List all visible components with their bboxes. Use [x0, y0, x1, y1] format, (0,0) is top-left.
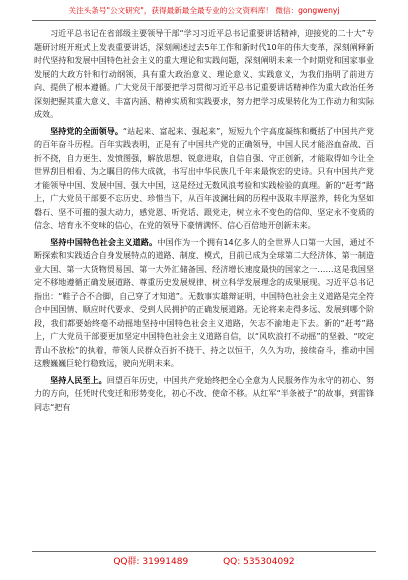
footer-divider [32, 551, 376, 552]
qq-group-label: QQ群: 31991489 [113, 557, 189, 567]
section-heading: 坚持中国特色社会主义道路。 [50, 237, 158, 247]
paragraph-text: “站起来、富起来、强起来”，短短九个字高度凝练和概括了中国共产党的百年奋斗历程。百年实践表明，正是有了中国共产党的正确领导，中国人民才能浴血奋战、百折不挠，自力更生、发愤图强，解放思想、锐意进取，自信自强、守正创新，才能取得如今让全世界刮目相看、为之瞩目的伟大成就，书写出中华民族几千年来最恢宏的史诗。只有中国共产党才能领导中国、发展中国、强大中国，这是经过无数风浪考验和实践检验的真理。新的“赶考”路上，广大党员干部要不忘历史、珍惜当下，从百年波澜壮阔的历程中汲取丰厚滋养，转化为坚如磐石、坚不可摧的强大动力，感党恩、听党话、跟党走，树立永不变色的信仰、坚定永不变质的信念、培育永不变味的信心，在党的领导下豪情满怀、信心百倍地开创新未来。 [34, 126, 374, 230]
page-footer [0, 556, 408, 568]
page-header-banner: 关注头条号"公文研究"，获得最新最全最专业的公文资料库！ 微信：gongwenyj [68, 6, 340, 15]
intro-paragraph: 习近平总书记在省部级主要领导干部“学习习近平总书记重要讲话精神，迎接党的二十大”专题研讨班开班式上发表重要讲话，深刻阐述过去5年工作和新时代10年的伟大变革，深刻阐释新时代坚持和发展中国特色社会主义的重大理论和实践问题，深刻阐明未来一个时期党和国家事业发展的大政方针和行动纲领，具有重大政治意义、理论意义、实践意义，为我们指明了前进方向、提供了根本遵循。广大党员干部要把学习贯彻习近平总书记重要讲话精神作为重大政治任务深刻把握其重大意义、丰富内涵、精神实质和实践要求，努力把学习成果转化为工作动力和实际成效。 [34, 29, 374, 119]
qq-contact-label: QQ: 535304092 [223, 557, 295, 567]
section-heading: 坚持人民至上。 [50, 375, 107, 385]
paragraph-text: 中国作为一个拥有14亿多人的全世界人口第一大国，通过不断探索和实践适合自身发展特点的道路、制度、模式，目前已成为全球第二大经济体、第一制造业大国、第一大货物贸易国、第一大外汇储备国、经济增长速度最快的国家之一……这是我国坚定不移地遵循正确发展道路、尊重历史发展规律、树立科学发展理念的成果展现。习近平总书记指出：“鞋子合不合脚，自己穿了才知道”。无数事实雄辩证明，中国特色社会主义道路是完全符合中国国情、顺应时代要求、受到人民拥护的正确发展道路。无论将来走得多远、发展到哪个阶段，我们都要始终毫不动摇地坚持中国特色社会主义道路，矢志不渝地走下去。新的“赶考”路上，广大党员干部要更加坚定中国特色社会主义道路自信，以“风吹浪打不动摇”的坚毅、“咬定青山不放松”的执着，带领人民群众百折不挠干、持之以恒干，久久为功，接续奋斗，推动中国这艘巍巍巨轮行稳致远，驶向光明未来。 [34, 237, 374, 368]
section-heading: 坚持党的全面领导。 [50, 126, 123, 136]
header-divider [32, 20, 376, 21]
paragraph-party-leadership [34, 125, 374, 233]
paragraph-socialist-road [34, 236, 374, 371]
article-body [34, 27, 374, 549]
paragraph-people-first [34, 374, 374, 415]
paragraph-text: 回望百年历史，中国共产党始终把全心全意为人民服务作为永守的初心、努力的方向，任凭时代变迁和形势变化，初心不改、使命不移。从红军“半条被子”的故事，到雷锋同志“把有 [34, 375, 374, 412]
